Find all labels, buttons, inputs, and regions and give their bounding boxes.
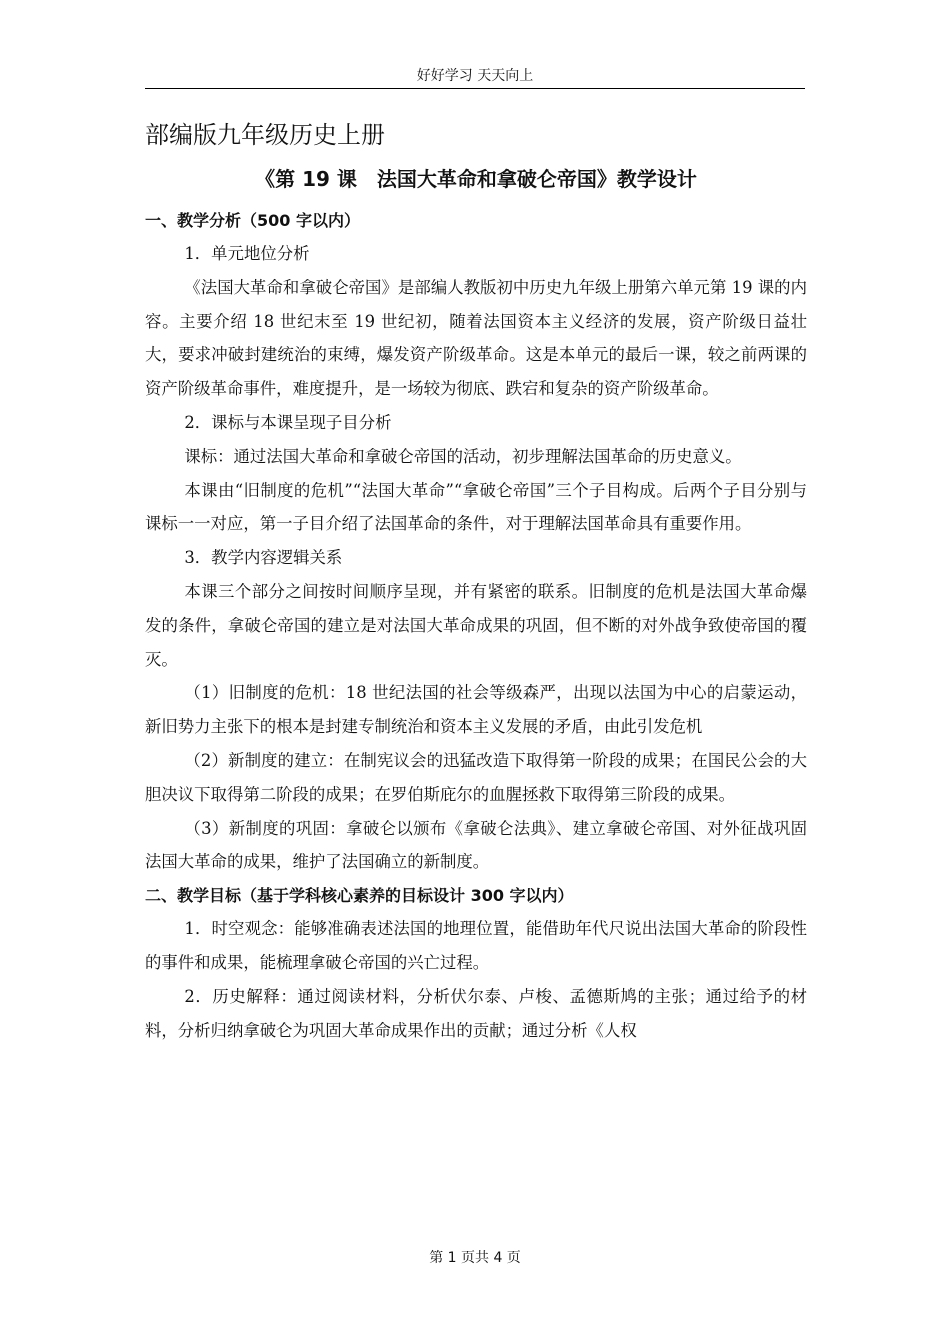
subheading-logic: 3．教学内容逻辑关系	[184, 548, 343, 568]
subheading-curriculum: 2．课标与本课呈现子目分析	[184, 412, 392, 432]
paragraph: 课标：通过法国大革命和拿破仑帝国的活动，初步理解法国革命的历史意义。	[184, 446, 742, 466]
section-heading-goals: 二、教学目标（基于学科核心素养的目标设计 300 字以内）	[145, 886, 574, 906]
paragraph: 《法国大革命和拿破仑帝国》是部编人教版初中历史九年级上册第六单元第 19 课的内容。主要介绍 18 世纪末至 19 世纪初，随着法国资本主义经济的发展，资产阶级日益壮大，要求冲破封建统治的束缚，爆发资产阶级革命。这是本单元的最后一课，较之前两课的资产阶级革命事件，难度提升，是一场较为彻底、跌宕和复杂的资产阶级革命。	[145, 277, 807, 399]
subheading-unit-position: 1．单元地位分析	[184, 244, 310, 263]
lesson-title: 《第 19 课 法国大革命和拿破仑帝国》教学设计	[255, 167, 697, 191]
page-footer: 第 1 页共 4 页	[429, 1250, 521, 1266]
page-header: 好好学习 天天向上	[416, 68, 534, 84]
document-title: 部编版九年级历史上册	[145, 121, 385, 149]
header-rule	[145, 88, 805, 89]
paragraph: （2）新制度的建立：在制宪议会的迅猛改造下取得第一阶段的成果；在国民公会的大胆决议下取得第二阶段的成果；在罗伯斯庇尔的血腥拯救下取得第三阶段的成果。	[145, 750, 807, 804]
paragraph: 2．历史解释：通过阅读材料，分析伏尔泰、卢梭、孟德斯鸠的主张；通过给予的材料，分析归纳拿破仑为巩固大革命成果作出的贡献；通过分析《人权	[145, 986, 807, 1040]
paragraph: （1）旧制度的危机：18 世纪法国的社会等级森严，出现以法国为中心的启蒙运动，新旧势力主张下的根本是封建专制统治和资本主义发展的矛盾，由此引发危机	[145, 683, 807, 737]
paragraph: （3）新制度的巩固：拿破仑以颁布《拿破仑法典》、建立拿破仑帝国、对外征战巩固法国大革命的成果，维护了法国确立的新制度。	[145, 818, 807, 872]
paragraph: 1．时空观念：能够准确表述法国的地理位置，能借助年代尺说出法国大革命的阶段性的事件和成果，能梳理拿破仑帝国的兴亡过程。	[145, 919, 807, 972]
paragraph: 本课三个部分之间按时间顺序呈现，并有紧密的联系。旧制度的危机是法国大革命爆发的条件，拿破仑帝国的建立是对法国大革命成果的巩固，但不断的对外战争致使帝国的覆灭。	[145, 581, 807, 669]
section-heading-analysis: 一、教学分析（500 字以内）	[145, 211, 360, 230]
paragraph: 本课由“旧制度的危机”“法国大革命”“拿破仑帝国”三个子目构成。后两个子目分别与课标一一对应，第一子目介绍了法国革命的条件，对于理解法国革命具有重要作用。	[145, 480, 807, 534]
page-content	[145, 112, 807, 1047]
